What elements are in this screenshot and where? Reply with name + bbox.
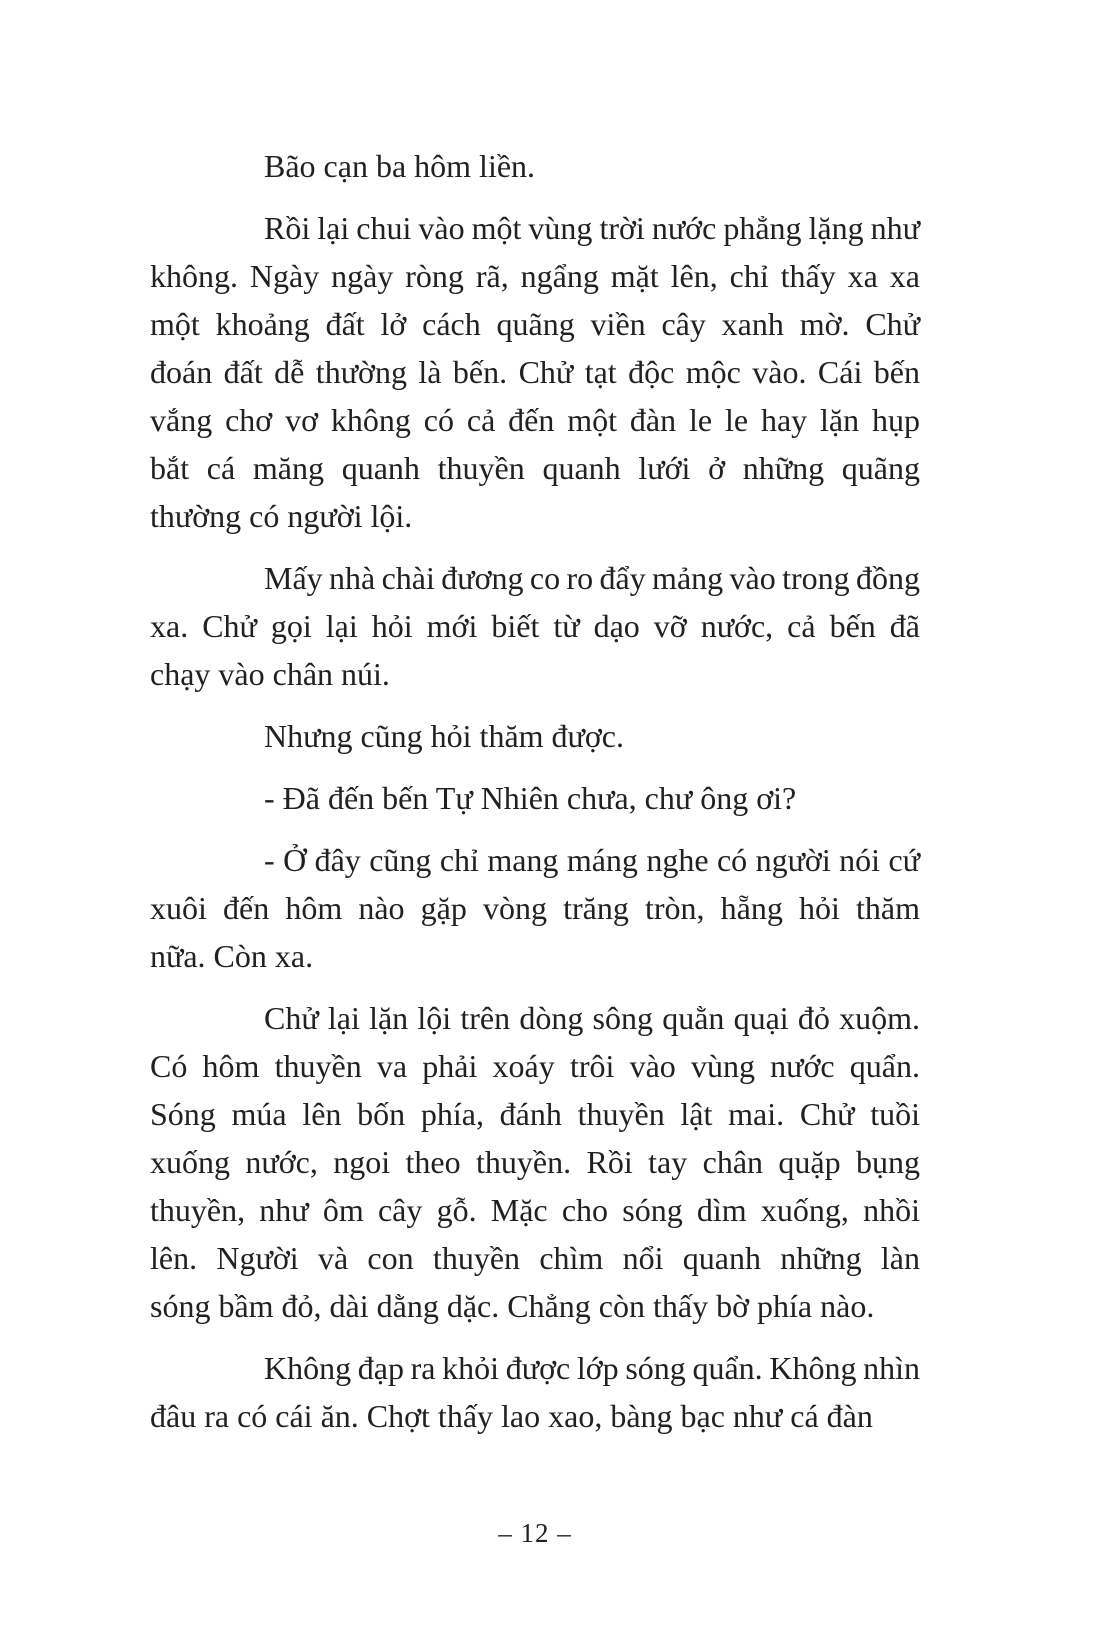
text-line: - Đã đến bến Tự Nhiên chưa, chư ông ơi? — [264, 780, 797, 816]
text-line: sóng bầm đỏ, dài dằng dặc. Chẳng còn thấy bờ phía nào. — [150, 1288, 875, 1324]
paragraph — [150, 774, 920, 822]
text-line: đoán đất dễ thường là bến. Chử tạt độc mộc vào. Cái bến — [150, 354, 920, 390]
paragraph — [150, 554, 920, 698]
text-line: Sóng múa lên bốn phía, đánh thuyền lật mai. Chử tuồi — [150, 1096, 920, 1132]
text-line: thường có người lội. — [150, 498, 413, 534]
paragraph — [150, 142, 920, 190]
text-line: Không đạp ra khỏi được lớp sóng quẩn. Không nhìn — [264, 1350, 921, 1386]
text-line: Rồi lại chui vào một vùng trời nước phẳng lặng như — [264, 210, 920, 246]
text-line: chạy vào chân núi. — [150, 656, 390, 692]
text-line: xuôi đến hôm nào gặp vòng trăng tròn, hẵng hỏi thăm — [150, 890, 920, 926]
text-line: Nhưng cũng hỏi thăm được. — [264, 718, 624, 754]
page-text — [150, 142, 920, 1454]
text-line: thuyền, như ôm cây gỗ. Mặc cho sóng dìm xuống, nhồi — [150, 1192, 920, 1228]
paragraph — [150, 1344, 920, 1440]
text-line: Có hôm thuyền va phải xoáy trôi vào vùng nước quẩn. — [150, 1048, 920, 1084]
text-line: xa. Chử gọi lại hỏi mới biết từ dạo vỡ nước, cả bến đã — [150, 608, 920, 644]
text-line: nữa. Còn xa. — [150, 938, 314, 974]
paragraph — [150, 994, 920, 1330]
text-line: lên. Người và con thuyền chìm nổi quanh những làn — [150, 1240, 920, 1276]
page-number: – 12 – — [498, 1518, 572, 1548]
text-line: xuống nước, ngoi theo thuyền. Rồi tay chân quặp bụng — [150, 1144, 920, 1180]
text-line: một khoảng đất lở cách quãng viền cây xanh mờ. Chử — [150, 306, 920, 342]
text-line: - Ở đây cũng chỉ mang máng nghe có người nói cứ — [264, 842, 920, 878]
text-line: không. Ngày ngày ròng rã, ngẩng mặt lên, chỉ thấy xa xa — [150, 258, 920, 294]
text-line: Chử lại lặn lội trên dòng sông quằn quại đỏ xuộm. — [264, 1000, 920, 1036]
text-line: Bão cạn ba hôm liền. — [264, 148, 536, 184]
text-line: Mấy nhà chài đương co ro đẩy mảng vào trong đồng — [264, 560, 920, 596]
text-line: bắt cá măng quanh thuyền quanh lưới ở những quãng — [150, 450, 920, 486]
text-line: đâu ra có cái ăn. Chợt thấy lao xao, bàng bạc như cá đàn — [150, 1398, 873, 1434]
paragraph — [150, 204, 920, 540]
text-line: vắng chơ vơ không có cả đến một đàn le le hay lặn hụp — [150, 402, 920, 438]
paragraph — [150, 712, 920, 760]
paragraph — [150, 836, 920, 980]
